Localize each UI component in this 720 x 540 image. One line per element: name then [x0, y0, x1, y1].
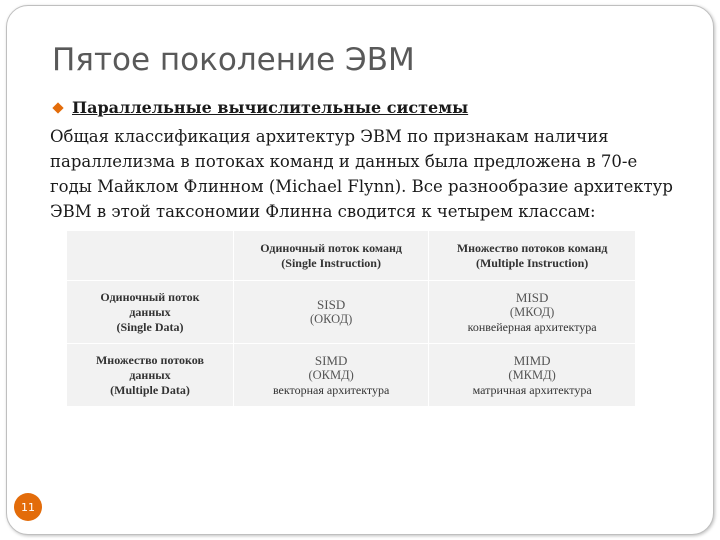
col-header-single-instruction	[234, 231, 429, 281]
table-header-row	[67, 231, 636, 281]
body-line: параллелизма в потоках команд и данных была предложена в 70-е	[50, 152, 638, 171]
page-number-badge: 11	[14, 493, 42, 521]
cell-class-note: векторная архитектура	[272, 382, 390, 397]
row-header-single-data	[67, 281, 234, 344]
cell-class-name: MISD	[515, 289, 549, 305]
cell-class-name: SIMD	[314, 352, 348, 368]
col-header-line: Множество потоков команд	[456, 240, 608, 255]
cell-simd	[234, 344, 429, 407]
cell-class-abbr: (ОКМД)	[308, 367, 354, 382]
body-line: годы Майклом Флинном (Michael Flynn). Все разнообразие архитектур	[50, 177, 673, 196]
col-header-line: Одиночный поток команд	[260, 240, 402, 255]
row-header-line: (Multiple Data)	[110, 382, 190, 397]
diamond-bullet-icon	[52, 102, 63, 113]
flynn-taxonomy-table	[66, 230, 636, 406]
body-paragraph	[50, 124, 710, 224]
body-line: Общая классификация архитектур ЭВМ по признакам наличия	[50, 127, 609, 146]
cell-sisd	[234, 281, 429, 344]
cell-class-abbr: (МКМД)	[508, 367, 556, 382]
table-row	[67, 344, 636, 407]
col-header-line: (Single Instruction)	[281, 255, 381, 270]
cell-mimd	[429, 344, 636, 407]
col-header-line: (Multiple Instruction)	[475, 255, 589, 270]
body-line: ЭВМ в этой таксономии Флинна сводится к четырем классам:	[50, 202, 596, 221]
table-row	[67, 281, 636, 344]
cell-class-abbr: (ОКОД)	[309, 312, 353, 326]
row-header-line: данных	[129, 367, 171, 382]
slide-title: Пятое поколение ЭВМ	[52, 42, 415, 78]
cell-class-note: матричная архитектура	[472, 382, 592, 397]
cell-class-name: SISD	[317, 297, 346, 312]
row-header-line: Множество потоков	[95, 352, 204, 367]
cell-class-name: MIMD	[513, 352, 551, 368]
row-header-multiple-data	[67, 344, 234, 407]
row-header-line: данных	[129, 304, 171, 319]
cell-misd	[429, 281, 636, 344]
row-header-line: Одиночный поток	[100, 289, 200, 304]
col-header-multiple-instruction	[429, 231, 636, 281]
bullet-heading	[52, 98, 468, 117]
row-header-line: (Single Data)	[116, 319, 184, 334]
bullet-heading-text: Параллельные вычислительные системы	[72, 98, 469, 117]
cell-class-abbr: (МКОД)	[509, 304, 555, 319]
cell-class-note: конвейерная архитектура	[467, 319, 597, 334]
table-corner-cell	[67, 231, 234, 281]
classification-table	[66, 230, 636, 407]
